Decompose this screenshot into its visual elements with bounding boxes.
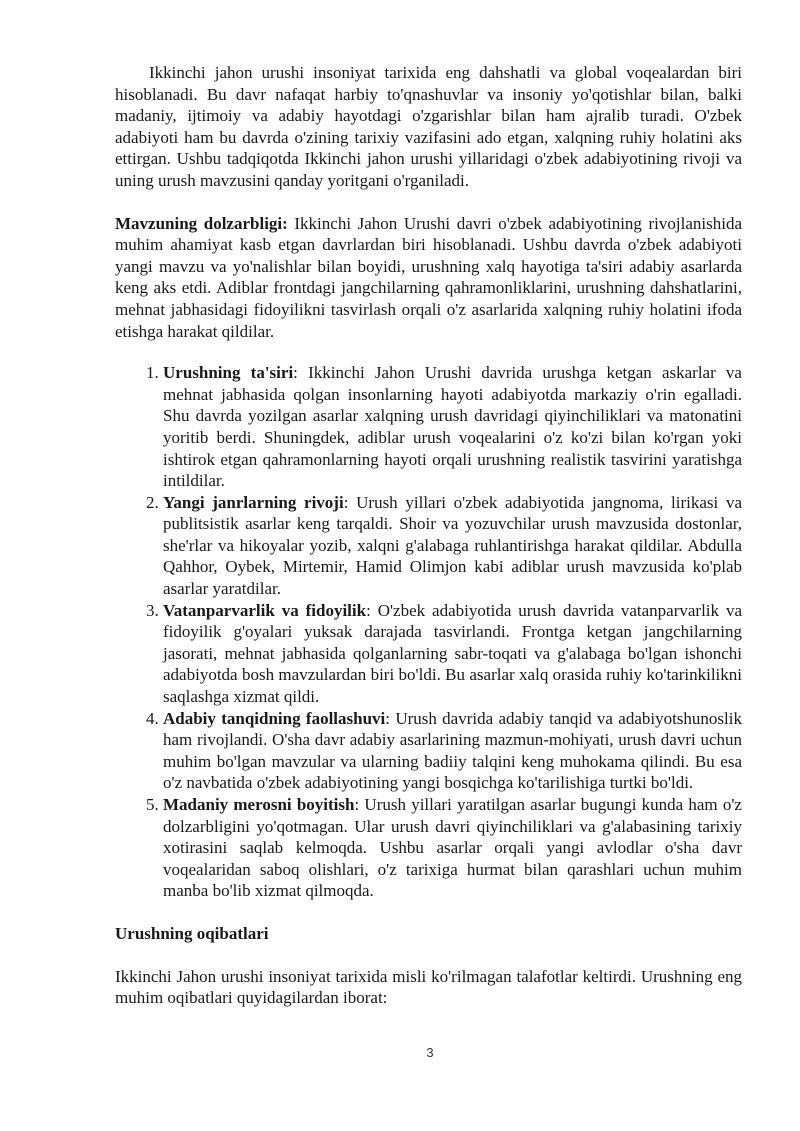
list-item-title: Yangi janrlarning rivoji [163, 492, 344, 512]
relevance-text: Ikkinchi Jahon Urushi davri o'zbek adabiyotining rivojlanishida muhim ahamiyat kasb etgan davrlardan biri hisoblanadi. Ushbu davrda o'zbek adabiyoti yangi mavzu va yo'nalishlar bilan boyidi, urushning xalq hayotiga ta'siri adabiy asarlarda keng aks etdi. Adiblar frontdagi jangchilarning qahramonliklarini, urushning dahshatlarini, mehnat jabhasidagi fidoyilikni tasvirlash orqali o'z asarlarida xalqning ruhiy holatini ifoda etishga harakat qildilar. [115, 213, 742, 341]
relevance-paragraph [115, 213, 742, 343]
list-item-title: Urushning ta'siri [163, 363, 294, 383]
list-item-text: : Urush yillari yaratilgan asarlar bugungi kunda ham o'z dolzarbligini yo'qotmagan. Ular urush davri qiyinchiliklari va g'alabasining tarixiy xotirasini saqlab kelmoqda. Ushbu asarlar orqali yangi avlodlar o'sha davr voqealaridan saboq olishlari, o'z tarixiga hurmat bilan qarashlari uchun muhim manba bo'lib xizmat qilmoqda. [163, 795, 742, 901]
list-item-text: : Urush davrida adabiy tanqid va adabiyotshunoslik ham rivojlandi. O'sha davr adabiy asarlarining mazmun-mohiyati, urush davri uchun muhim bo'lgan mavzular va ularning badiiy talqini keng muhokama qilindi. Bu esa o'z navbatida o'zbek adabiyotining yangi bosqichga ko'tarilishiga turtki bo'ldi. [163, 708, 742, 793]
list-item-text: : Urush yillari o'zbek adabiyotida jangnoma, lirikasi va publitsistik asarlar keng tarqaldi. Shoir va yozuvchilar urush mavzusida dostonlar, she'rlar va hikoyalar yozib, xalqni g'alabaga ruhlantirishga harakat qildilar. Abdulla Qahhor, Oybek, Mirtemir, Hamid Olimjon kabi adiblar urush mavzusida ko'plab asarlar yaratdilar. [163, 492, 742, 599]
relevance-label: Mavzuning dolzarbligi: [115, 213, 288, 233]
document-page [115, 62, 742, 1009]
topics-list [115, 362, 742, 902]
list-item-text: : O'zbek adabiyotida urush davrida vatanparvarlik va fidoyilik g'oyalari yuksak darajada tasvirlandi. Frontga ketgan jangchilarning jasorati, mehnat jabhasida qolganlarning sabr-toqati va g'alabaga bo'lgan ishonchi adabiyotda bosh mavzulardan biri bo'ldi. Bu asarlar xalq orasida ruhiy ko'tarinkilikni saqlashga xizmat qildi. [163, 600, 742, 707]
consequences-paragraph: Ikkinchi Jahon urushi insoniyat tarixida misli ko'rilmagan talafotlar keltirdi. Urushning eng muhim oqibatlari quyidagilardan iborat: [115, 966, 742, 1008]
list-item [163, 492, 742, 600]
list-item-text: : Ikkinchi Jahon Urushi davrida urushga ketgan askarlar va mehnat jabhasida qolgan insonlarning hayoti adabiyotda markaziy o'rin egalladi. Shu davrda yozilgan asarlar xalqning urush davridagi qiyinchiliklari va matonatini yoritib berdi. Shuningdek, adiblar urush voqealarini o'z ko'zi bilan ko'rgan yoki ishtirok etgan qahramonlarning hayoti orqali urushning realistik tasvirini yaratishga intildilar. [163, 363, 742, 491]
list-item-title: Vatanparvarlik va fidoyilik [163, 600, 367, 620]
list-item [163, 708, 742, 794]
list-item [163, 600, 742, 708]
list-item-title: Madaniy merosni boyitish [163, 795, 355, 814]
section-heading: Urushning oqibatlari [115, 923, 269, 943]
list-item-title: Adabiy tanqidning faollashuvi [163, 708, 386, 728]
intro-paragraph: Ikkinchi jahon urushi insoniyat tarixida eng dahshatli va global voqealardan biri hisoblanadi. Bu davr nafaqat harbiy to'qnashuvlar va insoniy yo'qotishlar bilan, balki madaniy, ijtimoiy va adabiy hayotdagi o'zgarishlar bilan ham ajralib turadi. O'zbek adabiyoti ham bu davrda o'zining tarixiy vazifasini ado etgan, xalqning ruhiy holatini aks ettirgan. Ushbu tadqiqotda Ikkinchi jahon urushi yillaridagi o'zbek adabiyotining rivoji va uning urush mavzusini qanday yoritgani o'rganiladi. [115, 63, 742, 190]
list-item [163, 362, 742, 492]
page-number: 3 [426, 1045, 434, 1060]
list-item [163, 794, 742, 902]
